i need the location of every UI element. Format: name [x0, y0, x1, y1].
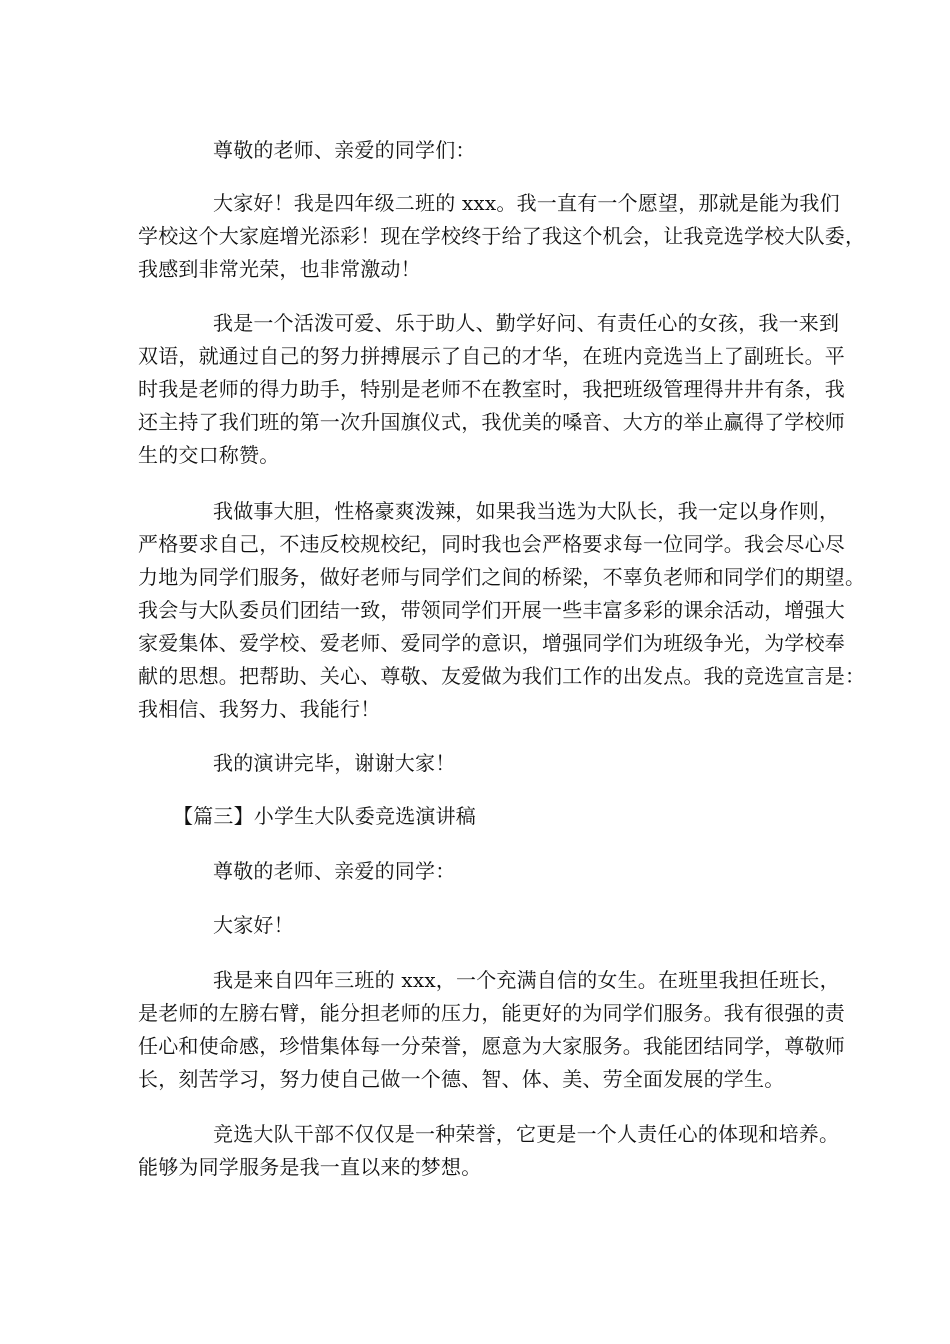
paragraph-line: 时我是老师的得力助手，特别是老师不在教室时，我把班级管理得井井有条，我	[138, 377, 845, 401]
paragraph-line: 是老师的左膀右臂，能分担老师的压力，能更好的为同学们服务。我有很强的责	[138, 1001, 845, 1025]
paragraph-line: 长，刻苦学习，努力使自己做一个德、智、体、美、劳全面发展的学生。	[138, 1067, 785, 1091]
paragraph-line: 学校这个大家庭增光添彩！现在学校终于给了我这个机会，让我竞选学校大队委，	[138, 224, 866, 248]
paragraph-line: 我是来自四年三班的 xxx，一个充满自信的女生。在班里我担任班长，	[213, 968, 840, 992]
section-heading: 【篇三】小学生大队委竞选演讲稿	[173, 804, 476, 828]
paragraph-line: 我会与大队委员们团结一致，带领同学们开展一些丰富多彩的课余活动，增强大	[138, 598, 845, 622]
paragraph-line: 生的交口称赞。	[138, 443, 280, 467]
paragraph-line: 我感到非常光荣，也非常激动！	[138, 257, 421, 281]
closing-line: 我的演讲完毕，谢谢大家！	[213, 751, 456, 775]
paragraph-line: 还主持了我们班的第一次升国旗仪式，我优美的嗓音、大方的举止赢得了学校师	[138, 410, 845, 434]
paragraph-line: 大家好！我是四年级二班的 xxx。我一直有一个愿望，那就是能为我们	[213, 191, 840, 215]
paragraph-line: 我相信、我努力、我能行！	[138, 697, 381, 721]
paragraph-line: 任心和使命感，珍惜集体每一分荣誉，愿意为大家服务。我能团结同学，尊敬师	[138, 1034, 845, 1058]
greeting-line: 大家好！	[213, 913, 294, 937]
paragraph-line: 力地为同学们服务，做好老师与同学们之间的桥梁，不辜负老师和同学们的期望。	[138, 565, 866, 589]
paragraph-line: 竞选大队干部不仅仅是一种荣誉，它更是一个人责任心的体现和培养。	[213, 1122, 840, 1146]
paragraph-line: 我是一个活泼可爱、乐于助人、勤学好问、有责任心的女孩，我一来到	[213, 311, 840, 335]
salutation-line: 尊敬的老师、亲爱的同学：	[213, 859, 456, 883]
paragraph-line: 双语，就通过自己的努力拼搏展示了自己的才华，在班内竞选当上了副班长。平	[138, 344, 845, 368]
paragraph-line: 严格要求自己，不违反校规校纪，同时我也会严格要求每一位同学。我会尽心尽	[138, 532, 845, 556]
salutation-line: 尊敬的老师、亲爱的同学们：	[213, 138, 476, 162]
paragraph-line: 献的思想。把帮助、关心、尊敬、友爱做为我们工作的出发点。我的竞选宣言是：	[138, 664, 866, 688]
paragraph-line: 能够为同学服务是我一直以来的梦想。	[138, 1155, 482, 1179]
paragraph-line: 我做事大胆，性格豪爽泼辣，如果我当选为大队长，我一定以身作则，	[213, 499, 840, 523]
paragraph-line: 家爱集体、爱学校、爱老师、爱同学的意识，增强同学们为班级争光，为学校奉	[138, 631, 845, 655]
